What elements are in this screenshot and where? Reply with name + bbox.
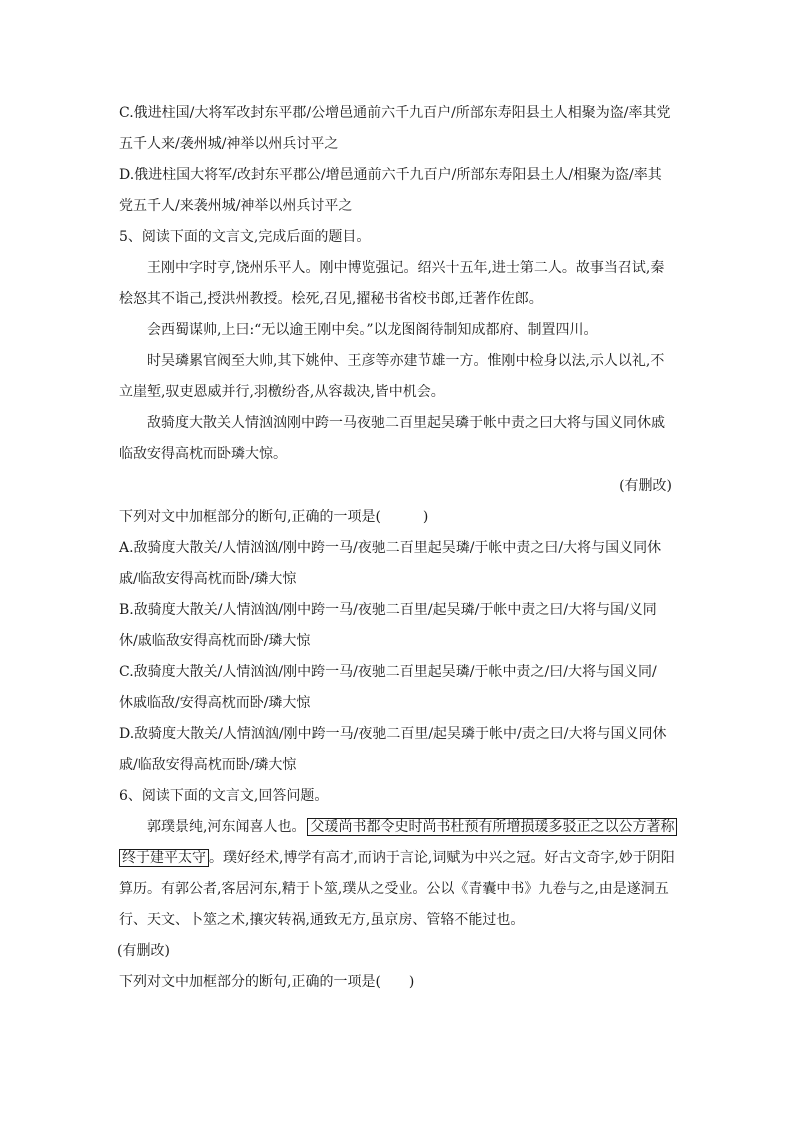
passage-6-line-4: 行、天文、卜筮之术,攘灾转祸,通致无方,虽京房、管辂不能过也。 (119, 912, 525, 928)
passage-5-para-4-line-2: 临敌安得高枕而卧璘大惊。 (119, 446, 287, 462)
option-c-line-1: C.俄进柱国/大将军改封东平郡/公增邑通前六千九百户/所部东寿阳县土人相聚为盗/率其党 (119, 105, 671, 121)
question-6-heading: 6、阅读下面的文言文,回答问题。 (119, 788, 329, 804)
boxed-passage-part-1: 父瑗尚书都令史时尚书杜预有所增损瑗多驳正之以公方著称 (307, 818, 677, 836)
question-6-prompt: 下列对文中加框部分的断句,正确的一项是( ) (119, 974, 415, 990)
passage-6-source-note: (有删改) (117, 943, 170, 959)
q5-option-b-line-2: 休/戚临敌安得高枕而卧/璘大惊 (119, 633, 311, 649)
passage-6-intro: 郭璞景纯,河东闻喜人也。 (147, 819, 306, 835)
passage-5-para-2: 会西蜀谋帅,上曰:“无以逾王刚中矣。”以龙图阁待制知成都府、制置四川。 (147, 322, 598, 338)
passage-6-line-3: 算历。有郭公者,客居河东,精于卜筮,璞从之受业。公以《青囊中书》九卷与之,由是遂洞五 (119, 881, 669, 897)
option-c-line-2: 五千人来/袭州城/神举以州兵讨平之 (119, 136, 339, 152)
passage-6-line-1 (147, 817, 679, 837)
passage-5-para-1-line-1: 王刚中字时亨,饶州乐平人。刚中博览强记。绍兴十五年,进士第二人。故事当召试,秦 (147, 260, 665, 276)
passage-6-line-2 (119, 848, 679, 868)
passage-5-para-4-line-1: 敌骑度大散关人情汹汹刚中跨一马夜驰二百里起吴璘于帐中责之曰大将与国义同休戚 (147, 415, 665, 431)
question-5-heading: 5、阅读下面的文言文,完成后面的题目。 (119, 229, 371, 245)
q5-option-d-line-2: 戚/临敌安得高枕而卧/璘大惊 (119, 757, 297, 773)
q5-option-a-line-2: 戚/临敌安得高枕而卧/璘大惊 (119, 571, 297, 587)
option-d-line-2: 党五千人/来袭州城/神举以州兵讨平之 (119, 198, 353, 214)
question-5-prompt: 下列对文中加框部分的断句,正确的一项是( ) (119, 509, 429, 525)
q5-option-c-line-1: C.敌骑度大散关/人情汹汹/刚中跨一马/夜驰二百里起吴璘/于帐中责之/曰/大将与国义同/ (119, 664, 657, 680)
passage-5-para-3-line-1: 时吴璘累官阀至大帅,其下姚仲、王彦等亦建节雄一方。惟刚中检身以法,示人以礼,不 (147, 353, 665, 369)
passage-6-continuation: 。璞好经术,博学有高才,而讷于言论,词赋为中兴之冠。好古文奇字,妙于阴阳 (209, 850, 675, 866)
q5-option-b-line-1: B.敌骑度大散关/人情汹汹/刚中跨一马/夜驰二百里/起吴璘/于帐中责之曰/大将与国/义同 (119, 602, 657, 618)
q5-option-c-line-2: 休戚临敌/安得高枕而卧/璘大惊 (119, 695, 311, 711)
q5-option-a-line-1: A.敌骑度大散关/人情汹汹/刚中跨一马/夜驰二百里起吴璘/于帐中责之曰/大将与国义同休 (119, 540, 662, 556)
passage-5-para-3-line-2: 立崖堑,驭吏恩威并行,羽檄纷沓,从容裁决,皆中机会。 (119, 384, 445, 400)
boxed-passage-part-2: 终于建平太守 (119, 849, 209, 867)
passage-5-source-note: (有删改) (619, 478, 672, 494)
option-d-line-1: D.俄进柱国大将军/改封东平郡公/增邑通前六千九百户/所部东寿阳县土人/相聚为盗/率其 (119, 167, 662, 183)
q5-option-d-line-1: D.敌骑度大散关/人情汹汹/刚中跨一马/夜驰二百里/起吴璘于帐中/责之曰/大将与国义同休 (119, 726, 667, 742)
passage-5-para-1-line-2: 桧怒其不诣己,授洪州教授。桧死,召见,擢秘书省校书郎,迁著作佐郎。 (119, 291, 543, 307)
